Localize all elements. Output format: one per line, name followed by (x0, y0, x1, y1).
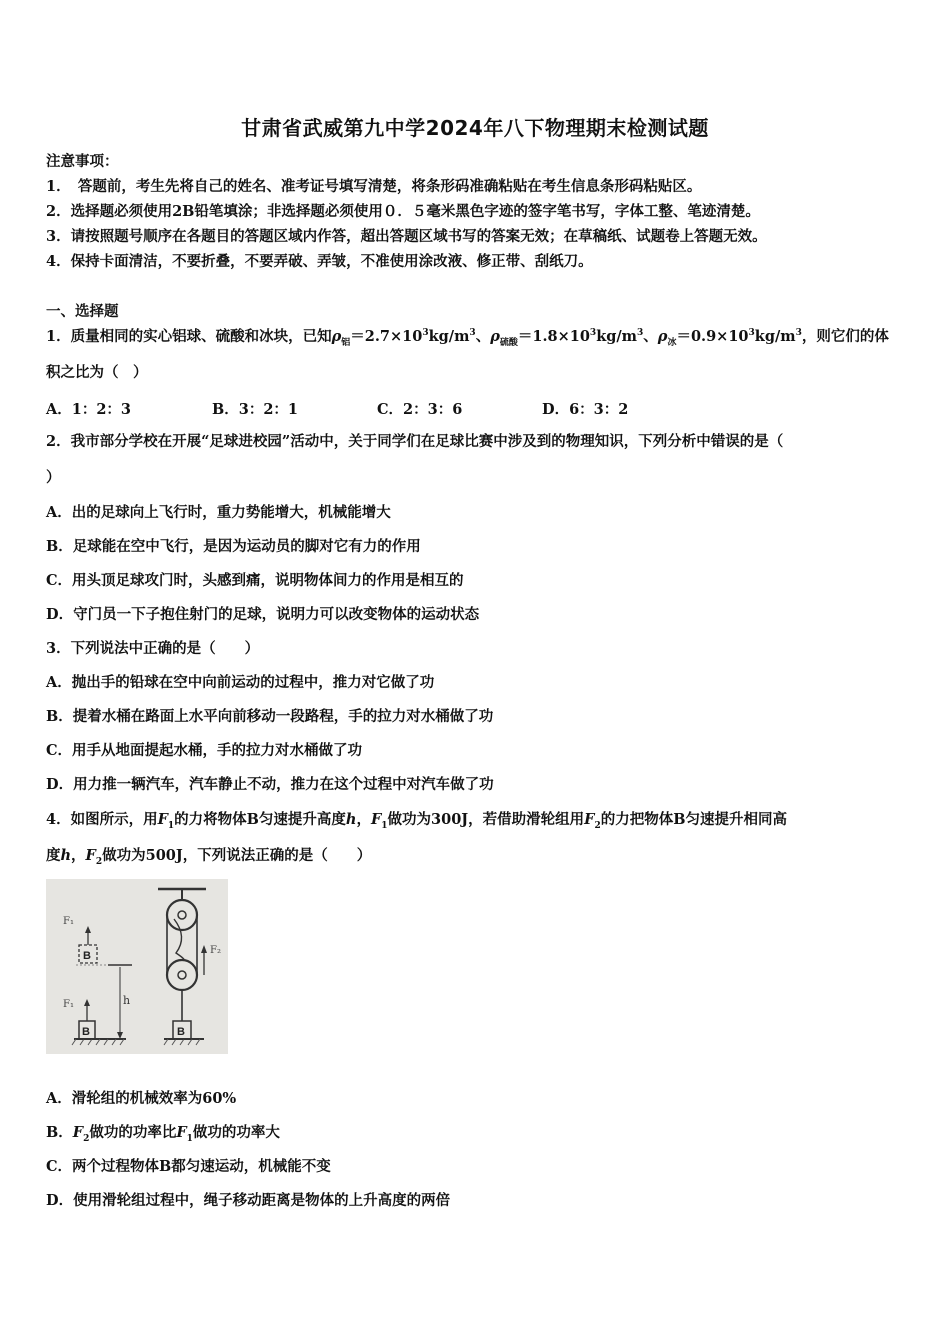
q4-text: 的力把物体B匀速提升相同高 (600, 811, 787, 828)
pulley-diagram (46, 879, 228, 1054)
q4-stem-line1 (46, 810, 787, 830)
block-b-raised-label: B (83, 950, 91, 962)
block-b-left-label: B (82, 1026, 90, 1038)
f1-arrowhead-lower (84, 999, 90, 1006)
height-symbol: h (345, 811, 357, 828)
rho-symbol: ρ (657, 328, 668, 345)
unit-exp: 3 (795, 328, 802, 339)
force-sub: 1 (381, 820, 388, 831)
f2-label: F₂ (210, 945, 221, 956)
exp: 3 (422, 328, 429, 339)
exp: 3 (748, 328, 755, 339)
exp: 3 (589, 328, 597, 339)
notice-item-2: 2．选择题必须使用2B铅笔填涂；非选择题必须使用０．５毫米黑色字迹的签字笔书写，字体工整、笔迹清楚。 (46, 203, 760, 220)
q4-text: 4．如图所示，用 (46, 811, 158, 828)
f2-arrowhead (201, 945, 207, 953)
force-symbol: F (370, 811, 382, 828)
rho-h2so4-value: ＝1.8×10 (517, 328, 590, 345)
force-symbol: F (157, 811, 168, 828)
q3-option-a[interactable]: A．抛出手的铅球在空中向前运动的过程中，推力对它做了功 (46, 674, 435, 691)
height-symbol: h (60, 847, 72, 864)
q1-prefix: 1．质量相同的实心铝球、硫酸和冰块，已知 (46, 328, 332, 345)
force-sub: 1 (167, 820, 175, 831)
q4-option-a[interactable]: A．滑轮组的机械效率为60% (46, 1090, 237, 1107)
q4-option-d[interactable]: D．使用滑轮组过程中，绳子移动距离是物体的上升高度的两倍 (46, 1192, 451, 1209)
unit: kg/m (596, 328, 638, 345)
q4-text: ， (356, 811, 371, 828)
force-sub: 1 (186, 1133, 193, 1144)
q2-stem-line1: 2．我市部分学校在开展“足球进校园”活动中，关于同学们在足球比赛中涉及到的物理知识，下列分析中错误的是（ (46, 433, 784, 450)
q4-text: B． (46, 1124, 73, 1141)
q1-option-c[interactable]: C．2：3：6 (377, 401, 463, 418)
q2-option-d[interactable]: D．守门员一下子抱住射门的足球，说明力可以改变物体的运动状态 (46, 606, 480, 623)
force-symbol: F (176, 1124, 187, 1141)
q4-text: 做功为300J，若借助滑轮组用 (387, 811, 585, 828)
q1-option-b[interactable]: B．3：2：1 (212, 401, 299, 418)
block-b-right-label: B (177, 1026, 185, 1038)
q2-option-a[interactable]: A．出的足球向上飞行时，重力势能增大，机械能增大 (46, 504, 391, 521)
height-label: h (123, 994, 131, 1007)
q2-stem-line2: ） (46, 469, 61, 486)
q4-text: 做功的功率比 (89, 1124, 177, 1141)
force-sub: 2 (83, 1133, 90, 1144)
q4-option-b[interactable] (46, 1123, 280, 1143)
q4-text: 做功的功率大 (192, 1124, 280, 1141)
fixed-pulley-axle (178, 911, 186, 919)
rho-symbol: ρ (490, 328, 500, 345)
force-symbol: F (85, 847, 96, 864)
q3-option-d[interactable]: D．用力推一辆汽车，汽车静止不动，推力在这个过程中对汽车做了功 (46, 776, 494, 793)
notice-item-3: 3．请按照题号顺序在各题目的答题区域内作答，超出答题区域书写的答案无效；在草稿纸、试题卷上答题无效。 (46, 228, 767, 245)
f1-label-lower: F₁ (63, 999, 74, 1010)
q4-text: ， (71, 847, 86, 864)
notice-item-1: 1． 答题前，考生先将自己的姓名、准考证号填写清楚，将条形码准确粘贴在考生信息条形码粘贴区。 (46, 178, 702, 195)
rho-symbol: ρ (331, 328, 342, 345)
force-sub: 2 (95, 856, 103, 867)
notice-heading: 注意事项： (46, 153, 119, 170)
q1-option-d[interactable]: D．6：3：2 (542, 401, 629, 418)
unit-exp: 3 (469, 328, 476, 339)
q3-option-c[interactable]: C．用手从地面提起水桶，手的拉力对水桶做了功 (46, 742, 363, 759)
rho-al-value: ＝2.7×10 (350, 328, 423, 345)
f1-label-upper: F₁ (63, 916, 74, 927)
q4-text: 做功为500J，下列说法正确的是（ ） (102, 847, 372, 864)
f1-arrowhead-upper (85, 926, 91, 933)
fixed-pulley (167, 900, 197, 930)
q1-suffix: ，则它们的体 (801, 328, 889, 345)
rope-middle (174, 919, 184, 960)
rho-ice-sub: 冰 (667, 337, 677, 348)
unit: kg/m (754, 328, 796, 345)
section-heading: 一、选择题 (46, 303, 119, 320)
pulley-figure (46, 879, 228, 1054)
sep: 、 (475, 328, 491, 345)
page-title: 甘肃省武威第九中学2024年八下物理期末检测试题 (241, 116, 709, 140)
force-sub: 2 (594, 820, 601, 831)
rho-ice-value: ＝0.9×10 (676, 328, 749, 345)
rho-h2so4-sub: 硫酸 (499, 337, 518, 348)
q2-option-c[interactable]: C．用头顶足球攻门时，头感到痛，说明物体间力的作用是相互的 (46, 572, 464, 589)
q1-option-a[interactable]: A．1：2：3 (46, 401, 132, 418)
q1-stem-line2: 积之比为（ ） (46, 364, 148, 381)
height-arrowhead (117, 1032, 123, 1039)
unit-exp: 3 (637, 328, 644, 339)
q4-text: 的力将物体B匀速提升高度 (174, 811, 346, 828)
q1-stem-line1 (46, 327, 889, 347)
q4-option-c[interactable]: C．两个过程物体B都匀速运动，机械能不变 (46, 1158, 331, 1175)
moving-pulley (167, 960, 197, 990)
force-symbol: F (72, 1124, 84, 1141)
q3-option-b[interactable]: B．提着水桶在路面上水平向前移动一段路程，手的拉力对水桶做了功 (46, 708, 494, 725)
notice-item-4: 4．保持卡面清洁，不要折叠，不要弄破、弄皱，不准使用涂改液、修正带、刮纸刀。 (46, 253, 593, 270)
q3-stem: 3．下列说法中正确的是（ ） (46, 640, 260, 657)
q4-stem-line2 (46, 846, 371, 866)
q2-option-b[interactable]: B．足球能在空中飞行，是因为运动员的脚对它有力的作用 (46, 538, 421, 555)
rho-al-sub: 铝 (341, 337, 351, 348)
sep: 、 (643, 328, 658, 345)
q4-text: 度 (46, 847, 61, 864)
force-symbol: F (584, 811, 595, 828)
moving-pulley-axle (178, 971, 186, 979)
unit: kg/m (428, 328, 470, 345)
